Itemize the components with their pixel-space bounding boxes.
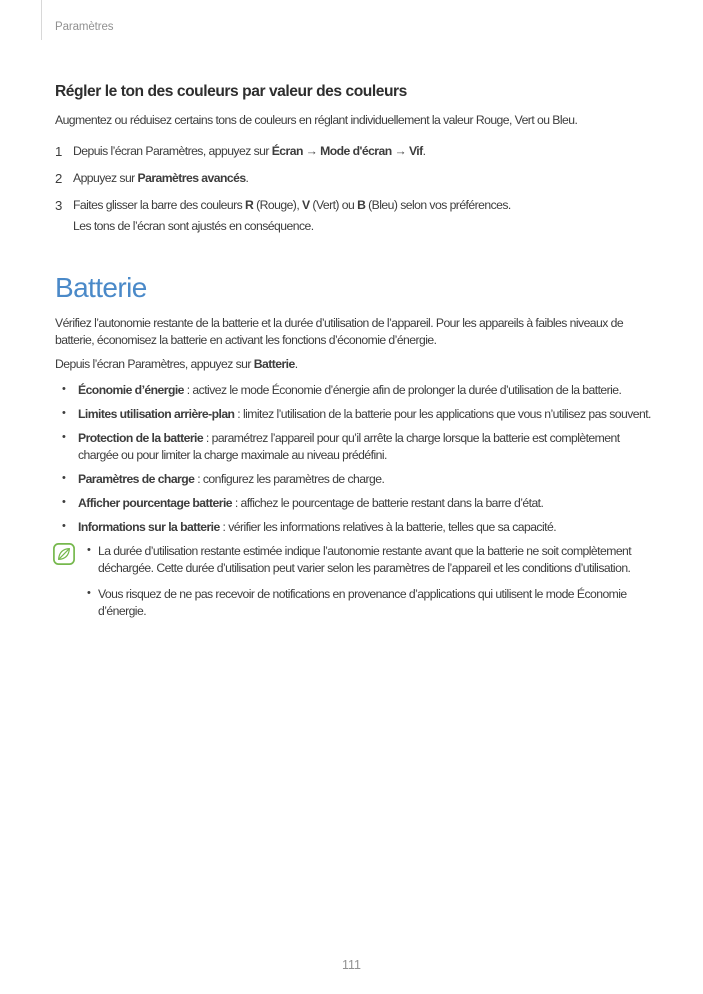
section-heading-battery: Batterie (55, 272, 147, 303)
text-run-bold: Paramètres de charge (78, 472, 195, 486)
section2-intro: Vérifiez l’autonomie restante de la batterie et la durée d’utilisation de l’appareil. Pour les appareils à faibles niveaux de batterie, économisez la batterie en activant les fonctions d’économie d’énergie. (55, 316, 624, 347)
text-run: : affichez le pourcentage de batterie restant dans la barre d’état. (232, 496, 544, 510)
step-item (55, 197, 659, 235)
text-run-bold: Vif (408, 144, 423, 158)
text-run-bold: R (245, 198, 254, 212)
text-run-bold: Limites utilisation arrière-plan (78, 407, 235, 421)
page-number: 111 (341, 958, 361, 972)
battery-option-item (55, 471, 659, 488)
page-content (55, 40, 659, 629)
text-run: (Vert) ou (309, 198, 358, 212)
battery-option-item (55, 382, 659, 399)
header-divider (41, 0, 42, 40)
section1-intro: Augmentez ou réduisez certains tons de couleurs en réglant individuellement la valeur Rouge, Vert ou Bleu. (55, 113, 578, 127)
text-run: → (302, 144, 321, 158)
text-run: Appuyez sur (73, 171, 138, 185)
text-run-bold: B (357, 198, 366, 212)
note-item: • Vous risquez de ne pas recevoir de notifications en provenance d’applications qui utilisent le mode Économie d’énergie. (75, 586, 636, 620)
text-run-bold: Mode d'écran (320, 144, 392, 158)
text-run: → (391, 144, 409, 158)
text-run: (Bleu) selon vos préférences. (365, 198, 511, 212)
step-text (73, 143, 659, 160)
step-number: 1 (55, 144, 62, 159)
note-leaf-icon (53, 543, 75, 565)
battery-options-list (55, 382, 659, 536)
note-box (55, 543, 659, 629)
step-item (55, 143, 659, 160)
text-run: : limitez l’utilisation de la batterie pour les applications que vous n’utilisez pas souvent. (234, 407, 651, 421)
text-run-bold: Informations sur la batterie (78, 520, 220, 534)
section-heading-color-tone: Régler le ton des couleurs par valeur des couleurs (55, 83, 407, 100)
step-number: 3 (55, 198, 62, 213)
text-run-bold: Afficher pourcentage batterie (78, 496, 233, 510)
text-run-bold: Protection de la batterie (78, 431, 204, 445)
text-run: Depuis l’écran Paramètres, appuyez sur (55, 357, 254, 371)
text-run-bold: Paramètres avancés (137, 171, 246, 185)
running-header: Paramètres (55, 21, 114, 33)
text-run: . (422, 144, 426, 158)
text-run-bold: Économie d’énergie (78, 383, 184, 397)
text-run-bold: V (302, 198, 310, 212)
text-run: (Rouge), (253, 198, 302, 212)
step-item (55, 170, 659, 187)
settings-path-line (55, 356, 659, 373)
step-number: 2 (55, 171, 62, 186)
text-run: : paramétrez l’appareil pour qu’il arrête la charge lorsque la batterie est complètement chargée ou pour limiter la charge maximale au niveau prédéfini. (78, 431, 620, 462)
text-run-bold: Batterie (253, 357, 295, 371)
steps-list (55, 143, 659, 235)
text-run: Faites glisser la barre des couleurs (73, 198, 246, 212)
text-run: : activez le mode Économie d’énergie afin de prolonger la durée d’utilisation de la batterie. (183, 383, 622, 397)
text-run: : vérifier les informations relatives à la batterie, telles que sa capacité. (219, 520, 557, 534)
text-run: . (245, 171, 249, 185)
text-run: . (294, 357, 298, 371)
note-list (75, 543, 659, 629)
text-run: : configurez les paramètres de charge. (194, 472, 385, 486)
step-followup: Les tons de l’écran sont ajustés en conséquence. (73, 219, 314, 233)
battery-option-item (55, 406, 659, 423)
note-item: • La durée d’utilisation restante estimée indique l’autonomie restante avant que la batterie ne soit complètement déchargée. Cette durée d’utilisation peut varier selon les paramètres de l’appareil et les conditions d’utilisation. (75, 543, 636, 577)
text-run: Depuis l’écran Paramètres, appuyez sur (73, 144, 272, 158)
battery-option-item (55, 519, 659, 536)
text-run-bold: Écran (271, 144, 303, 158)
step-text (73, 170, 659, 187)
battery-option-item (55, 430, 659, 464)
step-text (73, 197, 659, 235)
battery-option-item (55, 495, 659, 512)
